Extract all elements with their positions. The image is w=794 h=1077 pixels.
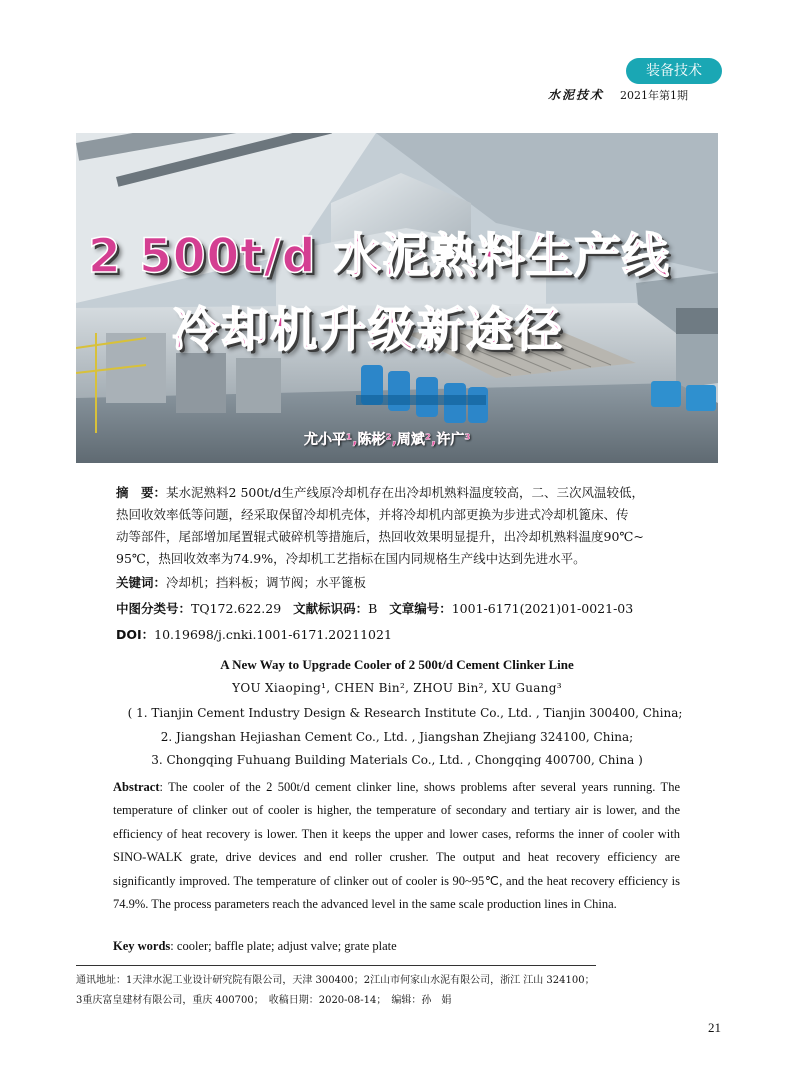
- article-number-value: 1001-6171(2021)01-0021-03: [451, 601, 634, 616]
- abstract-en-text: : The cooler of the 2 500t/d cement clinker line, shows problems after several years running. The temperature of clinker out of cooler is higher, the temperature of secondary and tertiary air is lower, and the efficiency of heat recovery is lower. Then it keeps the upper and lower cases, reforms the inner of cooler with SINO-WALK grate, drive devices and end roller crusher. The output and heat recovery efficiency are significantly improved. The temperature of clinker out of cooler is 90~95℃, and the heat recovery efficiency is 74.9%. The process parameters reach the advanced level in the same scale production lines in China.: [113, 780, 680, 912]
- abstract-cn-line: 动等部件，尾部增加尾置辊式破碎机等措施后，热回收效果明显提升，出冷却机熟料温度90℃~: [116, 529, 644, 544]
- keywords-cn-text: 冷却机；挡料板；调节阀；水平篦板: [166, 575, 367, 590]
- footnote-received: 3重庆富皇建材有限公司，重庆 400700； 收稿日期：2020-08-14； 编辑：孙 娟: [76, 995, 452, 1006]
- keywords-cn-label: 关键词：: [116, 575, 167, 590]
- abstract-en: [113, 776, 680, 916]
- abstract-cn-line: 95℃，热回收效率为74.9%，冷却机工艺指标在国内同规格生产线中达到先进水平。: [116, 551, 586, 566]
- keywords-en: [113, 939, 397, 954]
- authors-en: YOU Xiaoping¹, CHEN Bin², ZHOU Bin², XU Guang³: [232, 681, 562, 695]
- doi-line: [116, 624, 392, 646]
- article-title-line-1: 2 500t/d 水泥熟料生产线: [88, 229, 670, 284]
- authors-cn: 尤小平¹,陈彬²,周斌²,许广³: [304, 432, 471, 448]
- hero-image: [76, 133, 718, 463]
- abstract-cn-label: 摘 要：: [116, 485, 167, 500]
- page-number: 21: [708, 1020, 721, 1035]
- doc-code-value: B: [368, 601, 378, 616]
- clc-label: 中图分类号：: [116, 601, 192, 616]
- classification-line: [116, 598, 633, 620]
- journal-name: 水泥技术: [548, 88, 605, 102]
- doc-code-label: 文献标识码：: [293, 601, 369, 616]
- section-badge: 装备技术: [626, 58, 722, 84]
- keywords-en-label: Key words: [113, 939, 171, 953]
- abstract-en-label: Abstract: [113, 780, 160, 794]
- affiliation-2: 2. Jiangshan Hejiashan Cement Co., Ltd. , Jiangshan Zhejiang 324100, China;: [160, 730, 634, 744]
- affiliation-3: 3. Chongqing Fuhuang Building Materials Co., Ltd. , Chongqing 400700, China ): [151, 753, 643, 767]
- affiliation-1: ( 1. Tianjin Cement Industry Design & Research Institute Co., Ltd. , Tianjin 300400, China;: [127, 706, 683, 720]
- abstract-cn-line: 摘 要：某水泥熟料2 500t/d生产线原冷却机存在出冷却机熟料温度较高，二、三次风温较低，: [116, 485, 645, 500]
- doi-value: 10.19698/j.cnki.1001-6171.20211021: [154, 627, 392, 642]
- article-number-label: 文章编号：: [389, 601, 452, 616]
- keywords-cn: [116, 572, 366, 594]
- abstract-cn: [116, 482, 686, 570]
- issue-label: 2021年第1期: [620, 89, 688, 102]
- title-en: A New Way to Upgrade Cooler of 2 500t/d Cement Clinker Line: [220, 657, 574, 672]
- article-title-line-2: 冷却机升级新途径: [172, 303, 564, 358]
- footnote-divider: [76, 965, 596, 966]
- keywords-en-text: : cooler; baffle plate; adjust valve; grate plate: [170, 939, 397, 953]
- abstract-cn-line: 热回收效率低等问题，经采取保留冷却机壳体，并将冷却机内部更换为步进式冷却机篦床、传: [116, 507, 629, 522]
- footnote-address: 通讯地址：1天津水泥工业设计研究院有限公司，天津 300400；2江山市何家山水泥有限公司，浙江 江山 324100；: [76, 975, 595, 986]
- clc-value: TQ172.622.29: [191, 601, 282, 616]
- doi-label: DOI：: [116, 627, 155, 642]
